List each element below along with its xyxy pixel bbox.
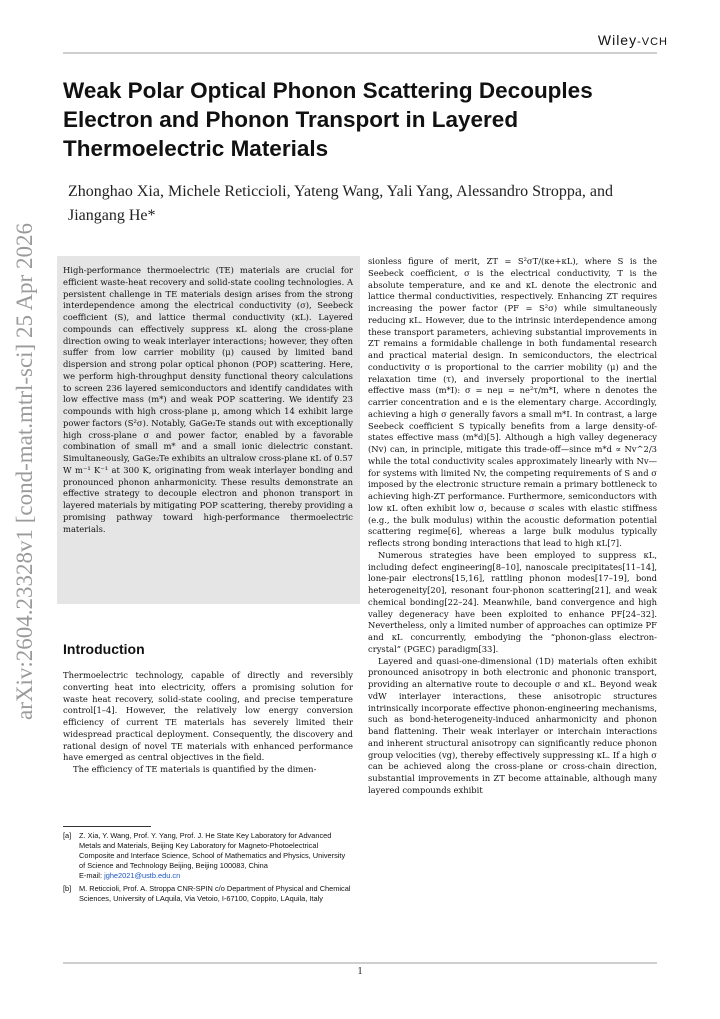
author-list: Zhonghao Xia, Michele Reticcioli, Yateng Wang, Yali Yang, Alessandro Stroppa, and Jiangang He* (68, 183, 614, 224)
arxiv-stamp: arXiv:2604.23328v1 [cond-mat.mtrl-sci] 25 Apr 2026 (12, 223, 37, 720)
footnote-text: Z. Xia, Y. Wang, Prof. Y. Yang, Prof. J. He State Key Laboratory for Advanced Metals and Materials, Beijing Key Laboratory for Magneto-Photoelectrical Composite and Interface Science, School of Mathematics and Physics, University of Science and Technology Beijing, Beijing 100083, China (79, 831, 346, 870)
section-heading-introduction: Introduction (63, 641, 145, 657)
footer-rule (63, 962, 657, 964)
footnote-label: [a] (63, 831, 72, 840)
intro-paragraph: The efficiency of TE materials is quantified by the dimen- (73, 764, 317, 774)
footnote-a (63, 831, 353, 881)
body-paragraph: Layered and quasi-one-dimensional (1D) materials often exhibit pronounced anisotropy in both electronic and phononic transport, providing an alternative route to decouple σ and κL. Beyond weak vdW interlayer interactions, these anisotropic structures intrinsically incorporate effective phonon-engineering mechanisms, such as bond-heterogeneity-induced anharmonicity and phonon band flattening. Their weak interlayer or interchain interactions and inherent structural anisotropy can significantly reduce phonon group velocities (vg), thereby effectively suppressing κL. If a high σ can be achieved along the cross-plane or cross-chain direction, substantial improvements in ZT become attainable, although many layered compounds exhibit (368, 655, 657, 795)
body-paragraph: sionless figure of merit, ZT = S²σT/(κe+κL), where S is the Seebeck coefficient, σ is the electrical conductivity, T is the absolute temperature, and κe and κL denote the electronic and lattice thermal conductivities, respectively. Enhancing ZT requires increasing the power factor (PF = S²σ) while simultaneously reducing κL. However, due to the intrinsic interdependence among these transport parameters, achieving substantial improvements in ZT remains a formidable challenge in both fundamental research and practical material design. In semiconductors, the electrical conductivity σ is proportional to the carrier mobility (μ) and the relaxation time (τ), and inversely proportional to the inertial effective mass (m*I): σ = neμ = ne²τ/m*I, where n denotes the carrier concentration and e is the elementary charge. Accordingly, achieving a high σ generally favors a small m*I. In contrast, a large Seebeck coefficient S typically benefits from a large density-of-states effective mass (m*d)[5]. Although a high valley degeneracy (Nv) can, in principle, mitigate this trade-off—since m*d ∝ Nv^2/3 while the total conductivity scales approximately linearly with Nv—for systems with limited Nv, the competing requirements of S and σ imposed by the electronic structure remain a primary bottleneck to achieving high-ZT performance. Furthermore, semiconductors with low κL often exhibit low σ, because σ scales with elastic stiffness (e.g., the bulk modulus) within the acoustic deformation potential scattering regime[6], whereas a large bulk modulus typically reflects strong bonding interactions that lead to high κL[7]. (368, 256, 657, 548)
footnote-label: [b] (63, 884, 72, 893)
body-paragraph: Numerous strategies have been employed to suppress κL, including defect engineering[8–10], nanoscale precipitates[11–14], lone-pair electrons[15,16], rattling phonon modes[17–19], bond heterogeneity[20], resonant four-phonon scattering[21], and weak chemical bonding[22–24]. Meanwhile, band convergence and high valley degeneracy have been exploited to enhance PF[24–32]. Nevertheless, only a limited number of approaches can optimize PF and κL concurrently, embodying the “phonon-glass electron-crystal” (PGEC) paradigm[33]. (368, 549, 657, 654)
footnote-rule (63, 826, 151, 827)
right-column-text (368, 256, 657, 797)
footnote-text: M. Reticcioli, Prof. A. Stroppa CNR-SPIN c/o Department of Physical and Chemical Sciences, University of LAquila, Via Vetoio, I-67100, Coppito, LAquila, Italy (79, 884, 351, 903)
publisher-suffix: -VCH (637, 36, 668, 48)
abstract-text: High-performance thermoelectric (TE) materials are crucial for efficient waste-heat recovery and solid-state cooling technologies. A persistent challenge in TE materials design arises from the strong interdependence among the electrical conductivity (σ), Seebeck coefficient (S), and lattice thermal conductivity (κL). Layered compounds can effectively suppress κL along the cross-plane direction owing to weak interlayer interactions; however, they often suffer from low carrier mobility (μ) caused by limited band dispersion and strong polar optical phonon (POP) scattering. Here, we perform high-throughput density functional theory calculations to screen 236 layered semiconductors and identify candidates with low effective mass (m*) and weak POP scattering. We identify 23 compounds with high cross-plane μ, among which 14 exhibit large power factors (S²σ). Notably, GaGe₂Te stands out with exceptionally high cross-plane σ and power factor, enabled by a favorable combination of small m* and a small ionic dielectric constant. Simultaneously, GaGe₂Te exhibits an ultralow cross-plane κL of 0.57 W m⁻¹ K⁻¹ at 300 K, originating from weak interlayer bonding and pronounced phonon anharmonicity. These results demonstrate an effective strategy to decouple electron and phonon transport in layered materials by mitigating POP scattering, thereby providing a promising pathway toward high-performance thermoelectric materials. (63, 265, 354, 534)
publisher-name: Wiley (597, 32, 638, 48)
intro-paragraph: Thermoelectric technology, capable of directly and reversibly converting heat into electricity, offers a promising solution for waste heat recovery, solid-state cooling, and precise temperature control[1–4]. However, the relatively low energy conversion efficiency of current TE materials has severely limited their widespread practical deployment. Consequently, the discovery and rational design of novel TE materials with enhanced performance have emerged as central objectives in the field. (63, 670, 353, 763)
affiliation-footnotes (63, 831, 353, 907)
introduction-text (63, 670, 353, 776)
page-number: 1 (357, 966, 363, 977)
email-label: E-mail: (79, 871, 102, 880)
email-link[interactable]: jghe2021@ustb.edu.cn (104, 871, 181, 880)
paper-title: Weak Polar Optical Phonon Scattering Decouples Electron and Phonon Transport in Layered Thermoelectric Materials (63, 78, 593, 161)
header-rule (63, 52, 657, 54)
publisher-logo (598, 32, 668, 48)
footnote-b (63, 884, 353, 904)
